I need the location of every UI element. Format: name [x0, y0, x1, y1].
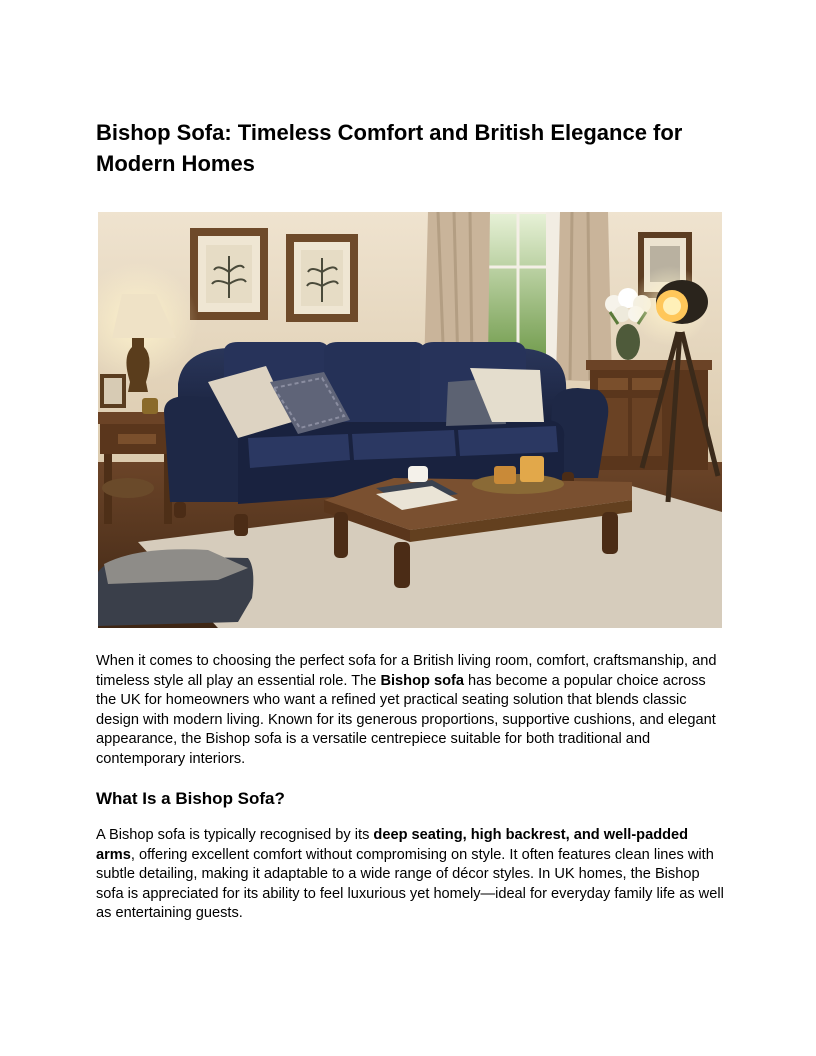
section-text-1: A Bishop sofa is typically recognised by its [96, 827, 374, 843]
hero-image [98, 212, 722, 628]
section-heading: What Is a Bishop Sofa? [96, 789, 285, 808]
framed-botanical-print-right [286, 234, 358, 322]
section-text-2: , offering excellent comfort without compromising on style. It often features clean lines with subtle detailing, making it adaptable to a wide range of décor styles. In UK homes, the Bishop sofa is appreciated for its ability to feel luxurious yet homely—ideal for everyday family life as well as entertaining guests. [96, 846, 724, 921]
intro-text-1: When it comes to choosing the perfect sofa for a British living room, comfort, craftsmanship, and timeless style all play an essential role. The [96, 653, 717, 689]
intro-bold-term: Bishop sofa [380, 672, 464, 689]
floor-cushion [98, 549, 253, 626]
section-paragraph [96, 826, 724, 924]
intro-text-2: has become a popular choice across the UK for homeowners who want a refined yet practical seating solution that blends classic design with modern living. Known for its generous proportions, supportive cushions, and elegant appearance, the Bishop sofa is a versatile centrepiece suitable for both traditional and contemporary interiors. [96, 672, 716, 767]
living-room-illustration [98, 212, 722, 628]
article-title: Bishop Sofa: Timeless Comfort and British Elegance for Modern Homes [96, 120, 683, 176]
intro-paragraph [96, 652, 724, 769]
framed-botanical-print-left [190, 228, 268, 320]
section-bold-features: deep seating, high backrest, and well-padded arms [96, 827, 689, 863]
